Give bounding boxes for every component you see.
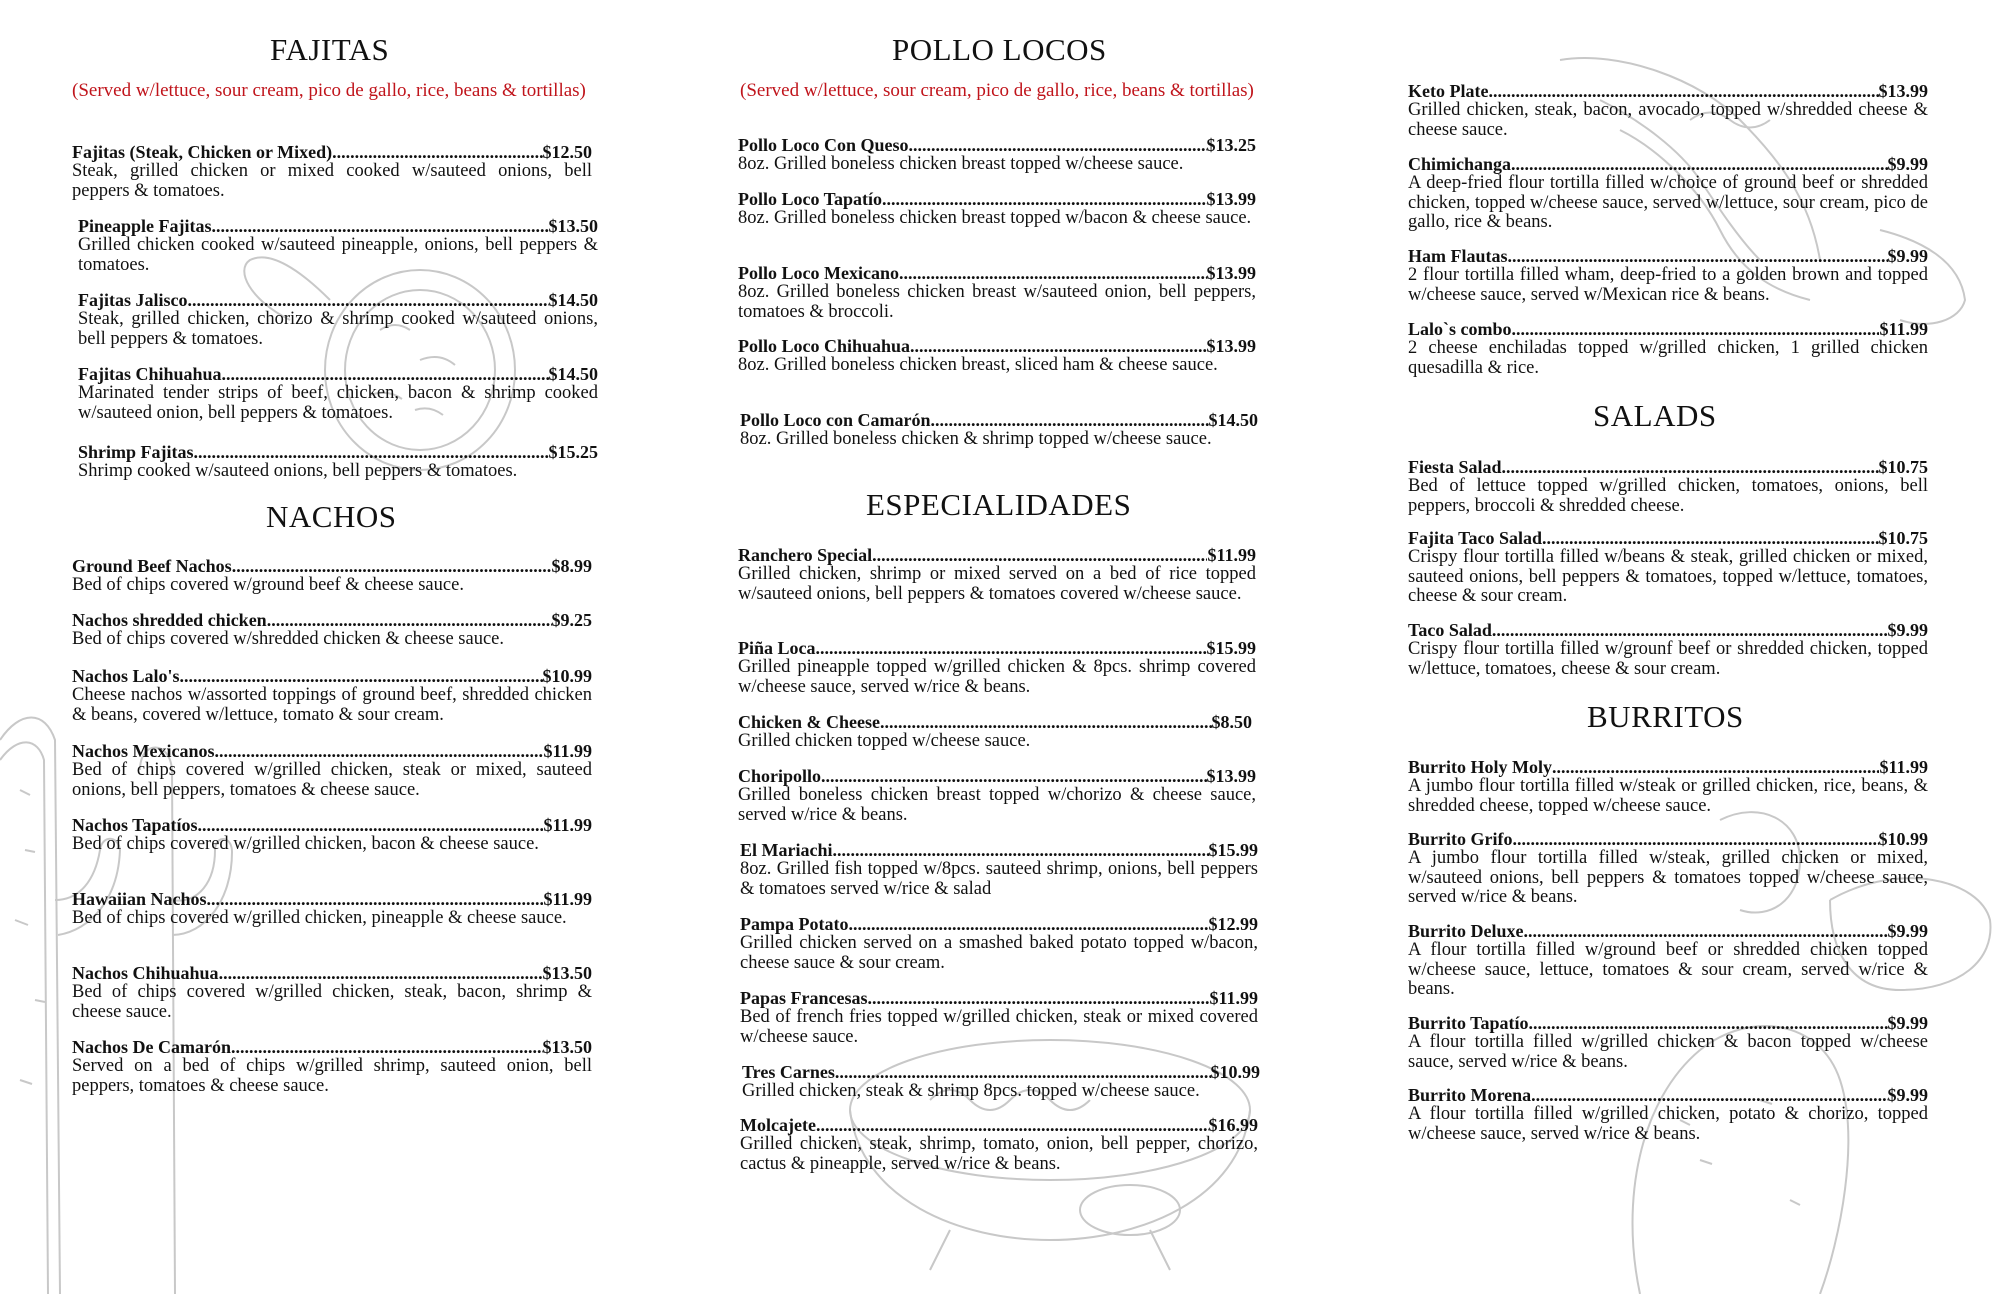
menu-item	[1408, 81, 1928, 140]
menu-item	[72, 963, 592, 1022]
item-price: $13.25	[1206, 135, 1256, 155]
item-name: Burrito Holy Moly	[1408, 757, 1552, 777]
item-price: $9.99	[1887, 1013, 1928, 1033]
item-name: Papas Francesas	[740, 988, 868, 1008]
item-name: Chicken & Cheese	[738, 712, 880, 732]
item-price: $14.50	[548, 364, 598, 384]
item-description: 8oz. Grilled boneless chicken breast topped w/cheese sauce.	[738, 154, 1184, 174]
section-title-especialidades: ESPECIALIDADES	[866, 487, 1132, 522]
item-name: Pollo Loco Mexicano	[738, 263, 899, 283]
item-name: Taco Salad	[1408, 620, 1492, 640]
item-price: $11.99	[543, 889, 592, 909]
menu-item	[742, 1062, 1260, 1102]
menu-item	[72, 741, 592, 800]
item-description: A jumbo flour tortilla filled w/steak, grilled chicken or mixed, w/sauteed onions, bell peppers & tomatoes topped w/cheese sauce, served w/rice & beans.	[1408, 848, 1928, 907]
item-price: $10.99	[1878, 829, 1928, 849]
item-name: Fajitas (Steak, Chicken or Mixed)	[72, 142, 333, 162]
menu-item	[738, 545, 1256, 604]
item-description: A flour tortilla filled w/grilled chicken, potato & chorizo, topped w/cheese sauce, served w/rice & beans.	[1408, 1104, 1928, 1144]
item-name: Molcajete	[740, 1115, 816, 1135]
item-price: $15.99	[1206, 638, 1256, 658]
item-description: 8oz. Grilled fish topped w/8pcs. sauteed shrimp, onions, bell peppers & tomatoes served w/rice & salad	[740, 859, 1258, 899]
item-price: $11.99	[1879, 319, 1928, 339]
item-description: Steak, grilled chicken, chorizo & shrimp cooked w/sauteed onions, bell peppers & tomatoes.	[78, 309, 598, 349]
item-name: Ranchero Special	[738, 545, 873, 565]
menu-item	[738, 263, 1256, 322]
item-description: Grilled chicken, steak, shrimp, tomato, onion, bell pepper, chorizo, cactus & pineapple, served w/rice & beans.	[740, 1134, 1258, 1174]
item-description: Served on a bed of chips w/grilled shrimp, sauteed onion, bell peppers, tomatoes & cheese sauce.	[72, 1056, 592, 1096]
menu-item	[740, 410, 1258, 450]
menu-item	[72, 556, 592, 596]
item-price: $14.50	[548, 290, 598, 310]
menu-item	[1408, 1013, 1928, 1072]
item-price: $11.99	[1879, 757, 1928, 777]
item-description: 8oz. Grilled boneless chicken & shrimp topped w/cheese sauce.	[740, 429, 1212, 449]
menu-item	[738, 638, 1256, 697]
item-price: $13.99	[1878, 81, 1928, 101]
menu-item	[1408, 620, 1928, 679]
item-name: Nachos Lalo's	[72, 666, 180, 686]
item-name: Fajitas Jalisco	[78, 290, 188, 310]
item-name: Burrito Grifo	[1408, 829, 1513, 849]
item-price: $10.75	[1878, 457, 1928, 477]
item-description: A flour tortilla filled w/ground beef or shredded chicken topped w/cheese sauce, lettuce, tomatoes & sour cream, served w/rice & beans.	[1408, 940, 1928, 999]
item-price: $11.99	[543, 815, 592, 835]
item-price: $15.25	[548, 442, 598, 462]
menu-item	[740, 1115, 1258, 1174]
item-name: Fajitas Chihuahua	[78, 364, 222, 384]
menu-item	[1408, 528, 1928, 607]
item-price: $9.99	[1887, 620, 1928, 640]
item-description: Marinated tender strips of beef, chicken, bacon & shrimp cooked w/sauteed onion, bell peppers & tomatoes.	[78, 383, 598, 423]
item-description: Grilled chicken cooked w/sauteed pineapple, onions, bell peppers & tomatoes.	[78, 235, 598, 275]
item-name: Burrito Tapatío	[1408, 1013, 1529, 1033]
section-title-burritos: BURRITOS	[1587, 699, 1744, 734]
item-price: $8.50	[1211, 712, 1252, 732]
item-description: Bed of chips covered w/shredded chicken & cheese sauce.	[72, 629, 505, 649]
item-price: $14.50	[1208, 410, 1258, 430]
item-price: $15.99	[1208, 840, 1258, 860]
item-name: Lalo`s combo	[1408, 319, 1512, 339]
item-description: 8oz. Grilled boneless chicken breast w/sauteed onion, bell peppers, tomatoes & broccoli.	[738, 282, 1256, 322]
item-price: $8.99	[551, 556, 592, 576]
menu-item	[738, 766, 1256, 825]
item-name: Pollo Loco Con Queso	[738, 135, 909, 155]
item-description: Grilled chicken topped w/cheese sauce.	[738, 731, 1031, 751]
section-title-fajitas: FAJITAS	[270, 32, 390, 67]
menu-item	[78, 290, 598, 349]
item-description: Grilled pineapple topped w/grilled chicken & 8pcs. shrimp covered w/cheese sauce, served w/rice & beans.	[738, 657, 1256, 697]
item-name: Shrimp Fajitas	[78, 442, 194, 462]
menu-item	[78, 442, 598, 482]
item-description: A jumbo flour tortilla filled w/steak or grilled chicken, rice, beans, & shredded cheese, topped w/cheese sauce.	[1408, 776, 1928, 816]
item-name: Choripollo	[738, 766, 822, 786]
item-name: Fajita Taco Salad	[1408, 528, 1543, 548]
menu-item	[1408, 319, 1928, 378]
item-price: $13.99	[1206, 263, 1256, 283]
menu-item	[72, 610, 592, 650]
menu-item	[738, 189, 1256, 229]
section-title-salads: SALADS	[1593, 398, 1717, 433]
item-name: Burrito Morena	[1408, 1085, 1532, 1105]
item-price: $13.50	[548, 216, 598, 236]
menu-item	[72, 889, 592, 929]
item-name: Hawaiian Nachos	[72, 889, 207, 909]
menu-item	[1408, 829, 1928, 908]
menu-item	[740, 988, 1258, 1047]
section-title-pollo-locos: POLLO LOCOS	[892, 32, 1107, 67]
menu-item	[1408, 457, 1928, 516]
item-description: Bed of french fries topped w/grilled chicken, steak or mixed covered w/cheese sauce.	[740, 1007, 1258, 1047]
item-description: Grilled chicken served on a smashed baked potato topped w/bacon, cheese sauce & sour cream.	[740, 933, 1258, 973]
item-price: $9.25	[551, 610, 592, 630]
item-name: Nachos De Camarón	[72, 1037, 231, 1057]
item-description: Bed of chips covered w/grilled chicken, steak, bacon, shrimp & cheese sauce.	[72, 982, 592, 1022]
menu-item	[738, 135, 1256, 175]
item-description: 8oz. Grilled boneless chicken breast topped w/bacon & cheese sauce.	[738, 208, 1252, 228]
menu-item	[72, 1037, 592, 1096]
item-name: Nachos shredded chicken	[72, 610, 267, 630]
menu-item	[738, 712, 1252, 752]
item-name: Pineapple Fajitas	[78, 216, 212, 236]
item-price: $9.99	[1887, 246, 1928, 266]
item-description: Cheese nachos w/assorted toppings of ground beef, shredded chicken & beans, covered w/lettuce, tomato & sour cream.	[72, 685, 592, 725]
item-name: Tres Carnes	[742, 1062, 835, 1082]
menu-item	[72, 142, 592, 201]
item-price: $13.99	[1206, 189, 1256, 209]
item-price: $9.99	[1887, 921, 1928, 941]
item-name: Keto Plate	[1408, 81, 1489, 101]
item-description: 2 cheese enchiladas topped w/grilled chicken, 1 grilled chicken quesadilla & rice.	[1408, 338, 1928, 378]
menu-item	[72, 815, 592, 855]
menu-item	[72, 666, 592, 725]
item-name: Pollo Loco Chihuahua	[738, 336, 911, 356]
item-description: Grilled boneless chicken breast topped w/chorizo & cheese sauce, served w/rice & beans.	[738, 785, 1256, 825]
item-name: Burrito Deluxe	[1408, 921, 1524, 941]
item-name: Chimichanga	[1408, 154, 1512, 174]
item-description: Bed of chips covered w/grilled chicken, bacon & cheese sauce.	[72, 834, 539, 854]
menu-item	[1408, 921, 1928, 1000]
menu-item	[1408, 757, 1928, 816]
menu-item	[1408, 154, 1928, 233]
item-price: $10.99	[1210, 1062, 1260, 1082]
item-price: $10.75	[1878, 528, 1928, 548]
item-name: Ground Beef Nachos	[72, 556, 232, 576]
menu-item	[738, 336, 1256, 376]
item-price: $9.99	[1887, 154, 1928, 174]
item-description: Grilled chicken, steak & shrimp 8pcs. topped w/cheese sauce.	[742, 1081, 1200, 1101]
menu-item	[78, 364, 598, 423]
item-description: Crispy flour tortilla filled w/grounf beef or shredded chicken, topped w/lettuce, tomatoes, cheese & sour cream.	[1408, 639, 1928, 679]
item-name: Nachos Mexicanos	[72, 741, 215, 761]
item-description: Bed of chips covered w/grilled chicken, pineapple & cheese sauce.	[72, 908, 567, 928]
item-description: A flour tortilla filled w/grilled chicken & bacon topped w/cheese sauce, served w/rice & beans.	[1408, 1032, 1928, 1072]
item-price: $13.50	[542, 1037, 592, 1057]
item-price: $9.99	[1887, 1085, 1928, 1105]
item-description: 8oz. Grilled boneless chicken breast, sliced ham & cheese sauce.	[738, 355, 1218, 375]
item-price: $10.99	[542, 666, 592, 686]
item-name: Pollo Loco con Camarón	[740, 410, 931, 430]
section-note-fajitas: (Served w/lettuce, sour cream, pico de gallo, rice, beans & tortillas)	[72, 80, 586, 101]
item-description: A deep-fried flour tortilla filled w/choice of ground beef or shredded chicken, topped w/cheese sauce, served w/lettuce, sour cream, pico de gallo, rice & beans.	[1408, 173, 1928, 232]
item-name: Pampa Potato	[740, 914, 849, 934]
menu-item	[78, 216, 598, 275]
item-description: Grilled chicken, steak, bacon, avocado, topped w/shredded cheese & cheese sauce.	[1408, 100, 1928, 140]
item-description: Bed of lettuce topped w/grilled chicken, tomatoes, onions, bell peppers, broccoli & shredded cheese.	[1408, 476, 1928, 516]
item-price: $12.99	[1208, 914, 1258, 934]
item-price: $13.99	[1206, 336, 1256, 356]
item-name: Ham Flautas	[1408, 246, 1508, 266]
section-title-nachos: NACHOS	[266, 499, 397, 534]
item-description: 2 flour tortilla filled wham, deep-fried to a golden brown and topped w/cheese sauce, served w/Mexican rice & beans.	[1408, 265, 1928, 305]
item-price: $11.99	[1209, 988, 1258, 1008]
item-name: Nachos Tapatíos	[72, 815, 198, 835]
item-description: Bed of chips covered w/ground beef & cheese sauce.	[72, 575, 464, 595]
menu-item	[1408, 1085, 1928, 1144]
item-description: Steak, grilled chicken or mixed cooked w/sauteed onions, bell peppers & tomatoes.	[72, 161, 592, 201]
item-name: Fiesta Salad	[1408, 457, 1502, 477]
menu-item	[740, 840, 1258, 899]
item-description: Shrimp cooked w/sauteed onions, bell peppers & tomatoes.	[78, 461, 518, 481]
section-note-pollo-locos: (Served w/lettuce, sour cream, pico de gallo, rice, beans & tortillas)	[740, 80, 1254, 101]
item-price: $11.99	[543, 741, 592, 761]
menu-item	[740, 914, 1258, 973]
item-description: Bed of chips covered w/grilled chicken, steak or mixed, sauteed onions, bell peppers, tomatoes & cheese sauce.	[72, 760, 592, 800]
item-name: El Mariachi	[740, 840, 833, 860]
menu-item	[1408, 246, 1928, 305]
item-name: Piña Loca	[738, 638, 816, 658]
item-price: $11.99	[1207, 545, 1256, 565]
item-price: $12.50	[542, 142, 592, 162]
item-name: Nachos Chihuahua	[72, 963, 219, 983]
item-name: Pollo Loco Tapatío	[738, 189, 883, 209]
item-price: $13.50	[542, 963, 592, 983]
item-description: Crispy flour tortilla filled w/beans & steak, grilled chicken or mixed, sauteed onions, bell peppers & tomatoes, topped w/lettuce, tomatoes, cheese & sour cream.	[1408, 547, 1928, 606]
item-price: $13.99	[1206, 766, 1256, 786]
item-price: $16.99	[1208, 1115, 1258, 1135]
item-description: Grilled chicken, shrimp or mixed served on a bed of rice topped w/sauteed onions, bell peppers & tomatoes covered w/cheese sauce.	[738, 564, 1256, 604]
